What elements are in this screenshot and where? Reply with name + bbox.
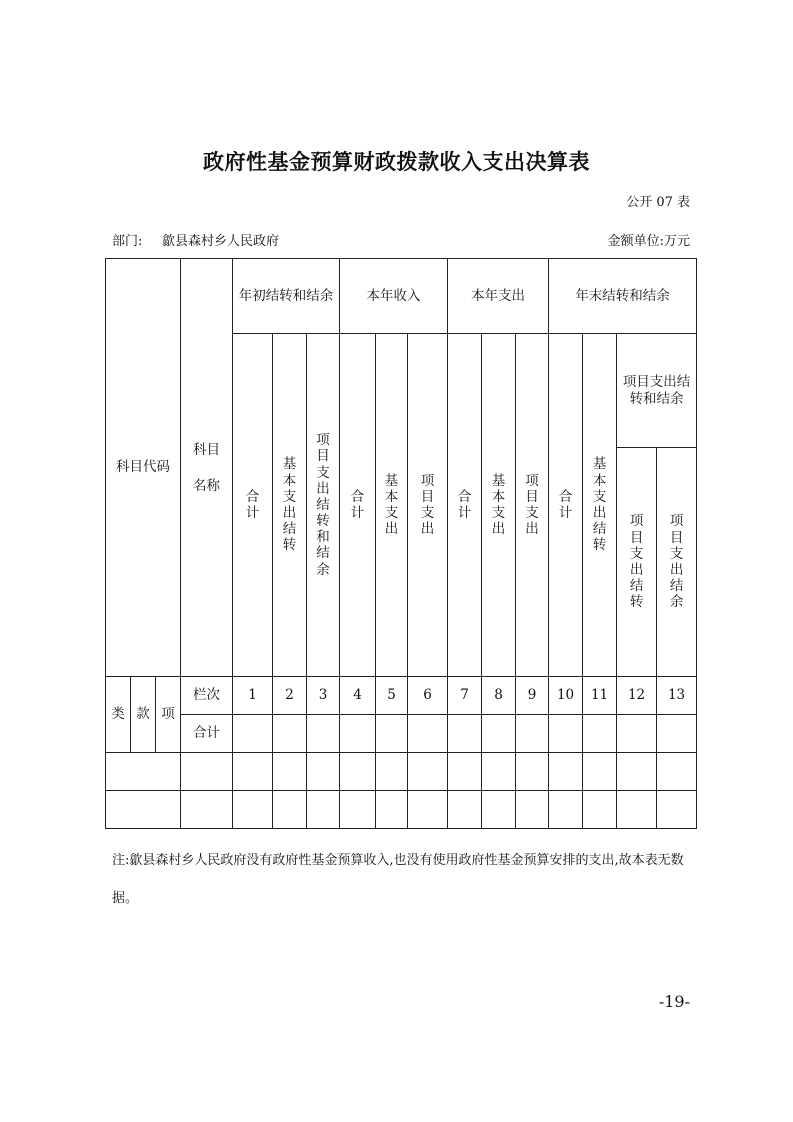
header-expense-basic: 基 本 支 出 bbox=[482, 334, 516, 677]
fund-budget-table bbox=[105, 258, 697, 829]
header-income-basic: 基 本 支 出 bbox=[376, 334, 408, 677]
column-number: 10 bbox=[549, 677, 583, 715]
table-cell bbox=[516, 715, 549, 753]
table-cell bbox=[340, 715, 376, 753]
table-cell bbox=[617, 791, 657, 829]
table-cell bbox=[408, 791, 448, 829]
table-cell bbox=[657, 791, 697, 829]
header-kuan: 款 bbox=[131, 677, 156, 753]
table-cell bbox=[233, 791, 273, 829]
table-cell bbox=[549, 791, 583, 829]
table-cell bbox=[583, 715, 617, 753]
column-number: 12 bbox=[617, 677, 657, 715]
table-cell bbox=[657, 715, 697, 753]
table-cell bbox=[408, 753, 448, 791]
table-cell bbox=[408, 715, 448, 753]
header-expense-total: 合 计 bbox=[448, 334, 482, 677]
table-row bbox=[106, 715, 697, 753]
page-number: -19- bbox=[658, 992, 690, 1011]
form-number: 公开 07 表 bbox=[626, 195, 690, 210]
header-end-balance: 年末结转和结余 bbox=[549, 259, 697, 334]
total-row-label: 合计 bbox=[181, 715, 233, 753]
header-lei: 类 bbox=[106, 677, 131, 753]
header-end-basic-carry: 基 本 支 出 结 转 bbox=[583, 334, 617, 677]
header-end-project-carry-balance: 项目支出结转和结余 bbox=[617, 334, 697, 448]
table-cell bbox=[233, 715, 273, 753]
table-cell bbox=[307, 791, 340, 829]
column-number: 2 bbox=[273, 677, 307, 715]
header-xiang: 项 bbox=[156, 677, 181, 753]
table-cell bbox=[273, 791, 307, 829]
table-cell bbox=[376, 791, 408, 829]
header-begin-total: 合 计 bbox=[233, 334, 273, 677]
table-cell bbox=[340, 753, 376, 791]
column-number: 5 bbox=[376, 677, 408, 715]
header-subject-name: 科目 名称 bbox=[181, 259, 233, 677]
column-number: 11 bbox=[583, 677, 617, 715]
header-income-project: 项 目 支 出 bbox=[408, 334, 448, 677]
table-cell bbox=[583, 753, 617, 791]
table-cell bbox=[516, 791, 549, 829]
table-cell bbox=[448, 715, 482, 753]
column-number: 4 bbox=[340, 677, 376, 715]
table-cell bbox=[376, 715, 408, 753]
table-cell bbox=[482, 753, 516, 791]
table-cell bbox=[106, 791, 181, 829]
table-cell bbox=[340, 791, 376, 829]
table-cell bbox=[549, 753, 583, 791]
header-income: 本年收入 bbox=[340, 259, 448, 334]
table-cell bbox=[181, 753, 233, 791]
header-begin-balance: 年初结转和结余 bbox=[233, 259, 340, 334]
table-cell bbox=[617, 715, 657, 753]
table-cell bbox=[307, 715, 340, 753]
table-cell bbox=[273, 715, 307, 753]
column-number: 7 bbox=[448, 677, 482, 715]
column-number: 13 bbox=[657, 677, 697, 715]
header-end-total: 合 计 bbox=[549, 334, 583, 677]
header-income-total: 合 计 bbox=[340, 334, 376, 677]
column-number: 3 bbox=[307, 677, 340, 715]
page-title: 政府性基金预算财政拨款收入支出决算表 bbox=[203, 150, 590, 174]
column-number: 8 bbox=[482, 677, 516, 715]
header-begin-project-carry-balance: 项 目 支 出 结 转 和 结 余 bbox=[307, 334, 340, 677]
table-row bbox=[106, 791, 697, 829]
footnote: 注:歙县森村乡人民政府没有政府性基金预算收入,也没有使用政府性基金预算安排的支出,故本表无数据。 bbox=[112, 853, 684, 906]
table-cell bbox=[549, 715, 583, 753]
table-cell bbox=[617, 753, 657, 791]
table-cell bbox=[448, 791, 482, 829]
header-end-project-balance: 项 目 支 出 结 余 bbox=[657, 448, 697, 677]
table-cell bbox=[106, 753, 181, 791]
table-cell bbox=[482, 791, 516, 829]
table-cell bbox=[181, 791, 233, 829]
department-name: 歙县森村乡人民政府 bbox=[162, 234, 280, 249]
table-row bbox=[106, 753, 697, 791]
header-end-project-carry: 项 目 支 出 结 转 bbox=[617, 448, 657, 677]
table-cell bbox=[657, 753, 697, 791]
column-number: 6 bbox=[408, 677, 448, 715]
header-expense: 本年支出 bbox=[448, 259, 549, 334]
table-cell bbox=[516, 753, 549, 791]
table-cell bbox=[233, 753, 273, 791]
column-index-label: 栏次 bbox=[181, 677, 233, 715]
table-cell bbox=[273, 753, 307, 791]
table-cell bbox=[482, 715, 516, 753]
header-begin-basic-carry: 基 本 支 出 结 转 bbox=[273, 334, 307, 677]
header-subject-code: 科目代码 bbox=[106, 259, 181, 677]
table-cell bbox=[376, 753, 408, 791]
column-number: 1 bbox=[233, 677, 273, 715]
table-cell bbox=[583, 791, 617, 829]
table-cell bbox=[448, 753, 482, 791]
column-number: 9 bbox=[516, 677, 549, 715]
header-expense-project: 项 目 支 出 bbox=[516, 334, 549, 677]
table-cell bbox=[307, 753, 340, 791]
department-label: 部门: bbox=[112, 234, 143, 249]
amount-unit: 金额单位:万元 bbox=[607, 234, 690, 249]
